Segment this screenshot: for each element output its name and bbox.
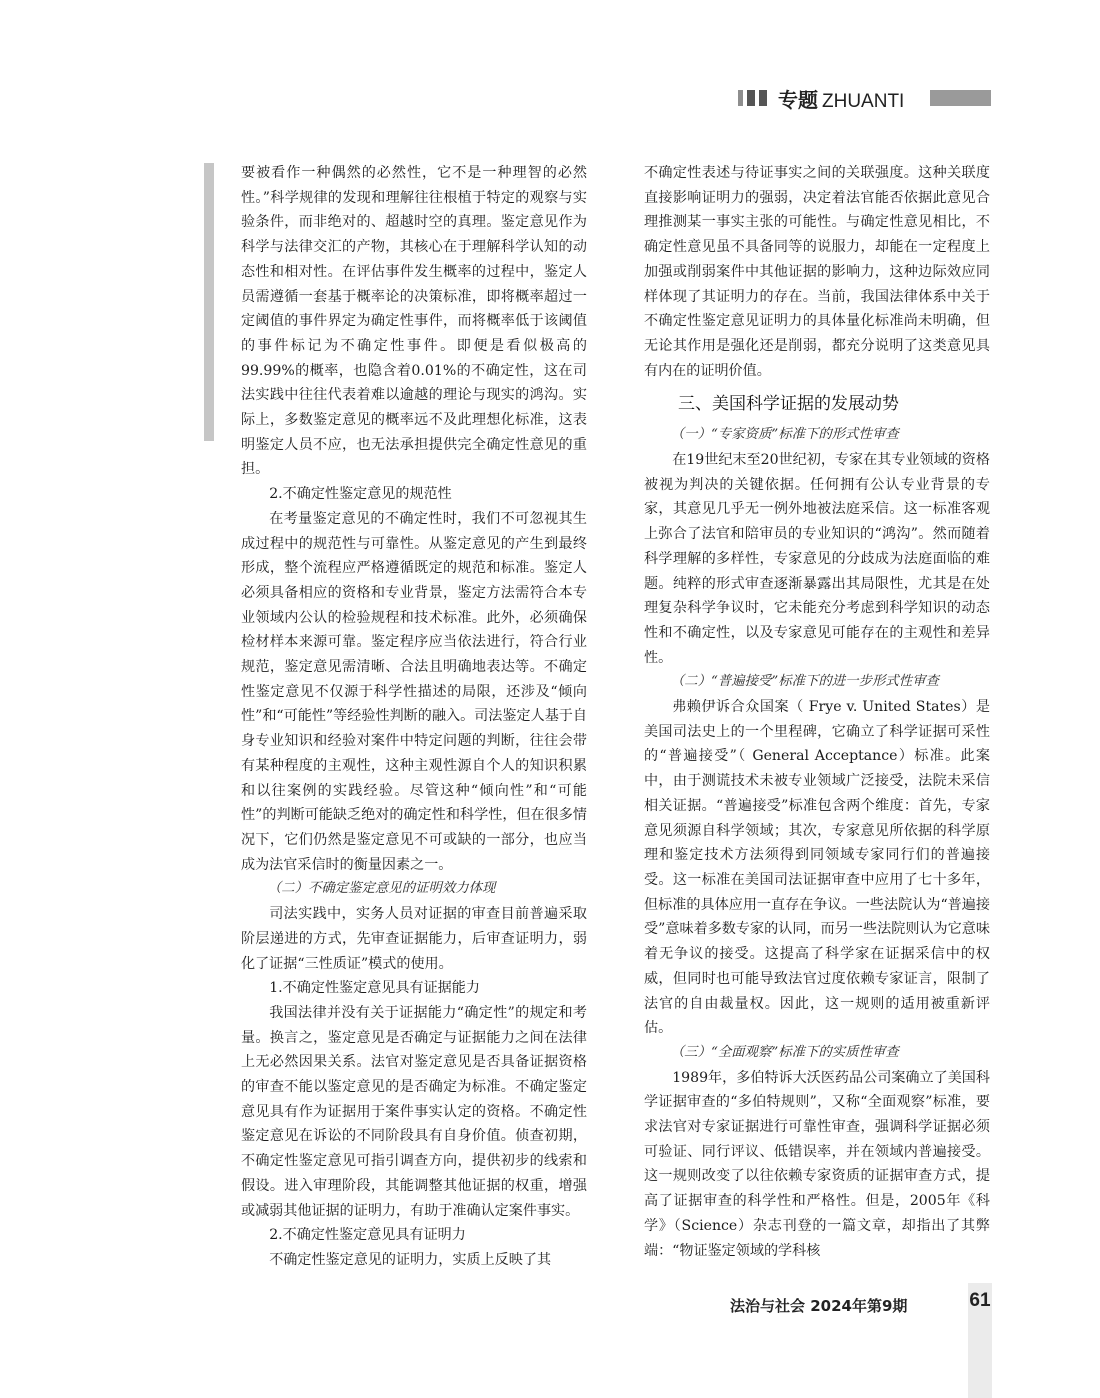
section-heading: 三、美国科学证据的发展动势 <box>678 394 899 415</box>
subheading: 1.不确定性鉴定意见具有证据能力 <box>269 980 480 997</box>
left-column <box>241 161 587 1273</box>
header-bar-1 <box>738 90 743 106</box>
paragraph: 1989年，多伯特诉大沃医药品公司案确立了美国科学证据审查的“多伯特规则”，又称“全面观察”标准，要求法官对专家证据进行可靠性审查，强调科学证据必须可验证、同行评议、低错误率，并在领域内普遍接受。这一规则改变了以往依赖专家资质的证据审查方式，提高了证据审查的科学性和严格性。但是，2005年《科学》（Science）杂志刊登的一篇文章，却指出了其弊端：“物证鉴定领域的学科核 <box>644 1069 990 1259</box>
paragraph: 要被看作一种偶然的必然性，它不是一种理智的必然性。”科学规律的发现和理解往往根植于特定的观察与实验条件，而非绝对的、超越时空的真理。鉴定意见作为科学与法律交汇的产物，其核心在于理解科学认知的动态性和相对性。在评估事件发生概率的过程中，鉴定人员需遵循一套基于概率论的决策标准，即将概率超过一定阈值的事件界定为确定性事件，而将概率低于该阈值的事件标记为不确定性事件。即便是看似极高的99.99%的概率，也隐含着0.01%的不确定性，这在司法实践中往往代表着难以逾越的理论与现实的鸿沟。实际上，多数鉴定意见的概率远不及此理想化标准，这表明鉴定人员不应，也无法承担提供完全确定性意见的重担。 <box>241 165 587 478</box>
header-bar-3 <box>759 90 767 106</box>
margin-side-bar <box>204 163 214 441</box>
journal-footer: 法治与社会 2024年第9期 <box>730 1297 908 1315</box>
paragraph: 不确定性鉴定意见的证明力，实质上反映了其 <box>269 1251 552 1268</box>
subheading: （二）不确定鉴定意见的证明效力体现 <box>267 881 496 897</box>
page-number: 61 <box>969 1290 991 1311</box>
right-column <box>644 161 990 1263</box>
paragraph: 不确定性表述与待证事实之间的关联强度。这种关联度直接影响证明力的强弱，决定着法官能否依据此意见合理推测某一事实主张的可能性。与确定性意见相比，不确定性意见虽不具备同等的说服力，却能在一定程度上加强或削弱案件中其他证据的影响力，这种边际效应同样体现了其证明力的存在。当前，我国法律体系中关于不确定性鉴定意见证明力的具体量化标准尚未明确，但无论其作用是强化还是削弱，都充分说明了这类意见具有内在的证明价值。 <box>644 165 990 379</box>
paragraph: 在19世纪末至20世纪初，专家在其专业领域的资格被视为判决的关键依据。任何拥有公认专业背景的专家，其意见几乎无一例外地被法庭采信。这一标准客观上弥合了法官和陪审员的专业知识的“鸿沟”。然而随着科学理解的多样性，专家意见的分歧成为法庭面临的难题。纯粹的形式审查逐渐暴露出其局限性，尤其是在处理复杂科学争议时，它未能充分考虑到科学知识的动态性和不确定性，以及专家意见可能存在的主观性和差异性。 <box>644 452 990 666</box>
paragraph: 弗赖伊诉合众国案（ Frye v. United States）是美国司法史上的一个里程碑，它确立了科学证据可采性的“普遍接受”（ General Acceptance）标准。此案中，由于测谎技术未被专业领域广泛接受，法院未采信相关证据。“普遍接受”标准包含两个维度：首先，专家意见须源自科学领域；其次，专家意见所依据的科学原理和鉴定技术方法须得到同领域专家同行们的普遍接受。这一标准在美国司法证据审查中应用了七十多年，但标准的具体应用一直存在争议。一些法院认为“普遍接受”意味着多数专家的认同，而另一些法院则认为它意味着无争议的接受。这提高了科学家在证据采信中的权威，但同时也可能导致法官过度依赖专家证言，限制了法官的自由裁量权。因此，这一规则的适用被重新评估。 <box>644 699 990 1037</box>
subheading: （一）“专家资质”标准下的形式性审查 <box>670 427 899 443</box>
section-title-latin: ZHUANTI <box>822 91 905 112</box>
section-title-cn: 专题 <box>778 88 818 112</box>
paragraph: 司法实践中，实务人员对证据的审查目前普遍采取阶层递进的方式，先审查证据能力，后审查证明力，弱化了证据“三性质证”模式的使用。 <box>241 906 587 972</box>
section-header <box>778 84 904 113</box>
header-rule <box>930 90 991 106</box>
subheading: （二）“普遍接受”标准下的进一步形式性审查 <box>670 674 939 690</box>
paragraph: 我国法律并没有关于证据能力“确定性”的规定和考量。换言之，鉴定意见是否确定与证据能力之间在法律上无必然因果关系。法官对鉴定意见是否具备证据资格的审查不能以鉴定意见的是否确定为标准。不确定鉴定意见具有作为证据用于案件事实认定的资格。不确定性鉴定意见在诉讼的不同阶段具有自身价值。侦查初期，不确定性鉴定意见可指引调查方向，提供初步的线索和假设。进入审理阶段，其能调整其他证据的权重，增强或减弱其他证据的证明力，有助于准确认定案件事实。 <box>241 1004 587 1219</box>
header-decor-bars <box>738 90 767 106</box>
subheading: 2.不确定性鉴定意见具有证明力 <box>269 1227 466 1244</box>
subheading: （三）“全面观察”标准下的实质性审查 <box>670 1044 899 1060</box>
subheading: 2.不确定性鉴定意见的规范性 <box>269 486 452 503</box>
paragraph: 在考量鉴定意见的不确定性时，我们不可忽视其生成过程中的规范性与可靠性。从鉴定意见的产生到最终形成，整个流程应严格遵循既定的规范和标准。鉴定人必须具备相应的资格和专业背景，鉴定方法需符合本专业领域内公认的检验规程和技术标准。此外，必须确保检材样本来源可靠。鉴定程序应当依法进行，符合行业规范，鉴定意见需清晰、合法且明确地表达等。不确定性鉴定意见不仅源于科学性描述的局限，还涉及“倾向性”和“可能性”等经验性判断的融入。司法鉴定人基于自身专业知识和经验对案件中特定问题的判断，往往会带有某种程度的主观性，这种主观性源自个人的知识积累和以往案例的实践经验。尽管这种“倾向性”和“可能性”的判断可能缺乏绝对的确定性和科学性，但在很多情况下，它们仍然是鉴定意见不可或缺的一部分，也应当成为法官采信时的衡量因素之一。 <box>241 510 587 873</box>
header-bar-2 <box>747 90 755 106</box>
